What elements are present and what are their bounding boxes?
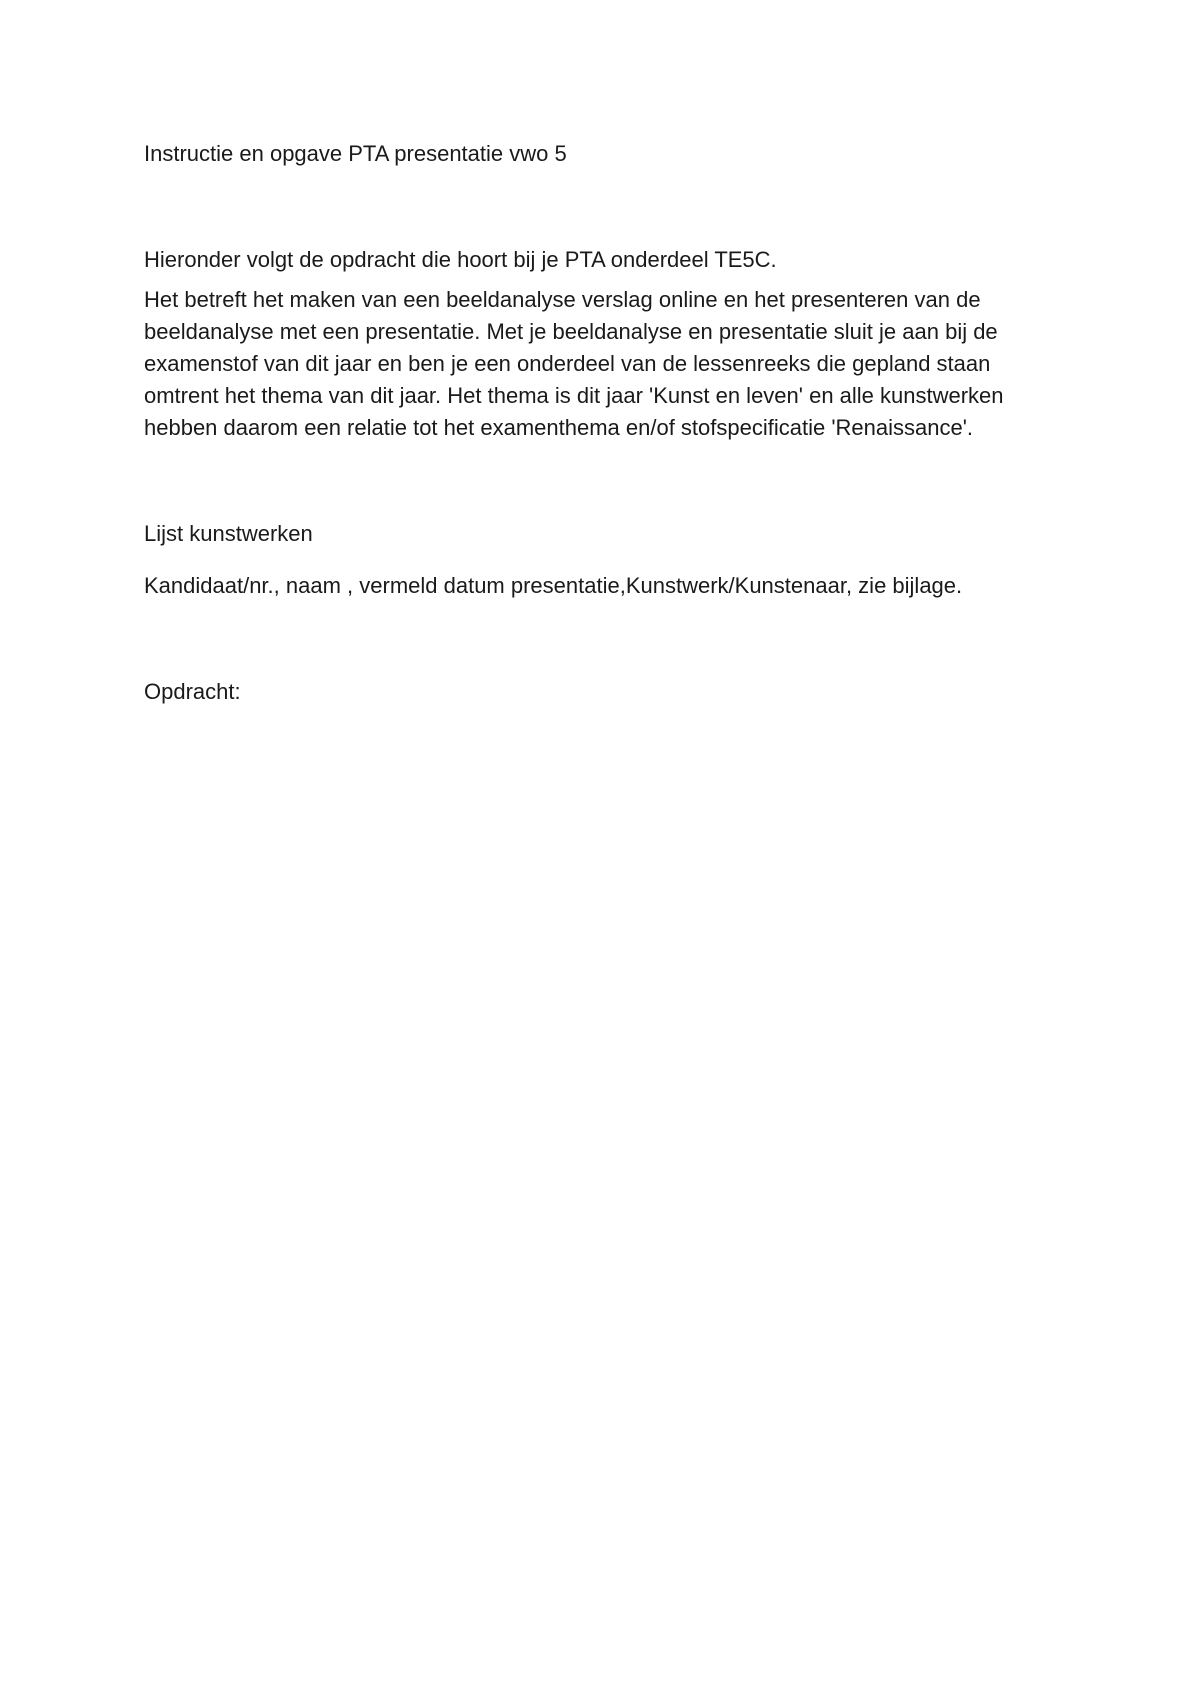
intro-line: Hieronder volgt de opdracht die hoort bij je PTA onderdeel TE5C. — [144, 247, 777, 272]
artworks-list-heading: Lijst kunstwerken — [144, 521, 313, 546]
document-title: Instructie en opgave PTA presentatie vwo 5 — [144, 141, 567, 166]
intro-paragraph: Het betreft het maken van een beeldanalyse verslag online en het presenteren van de beeldanalyse met een presentatie. Met je beeldanalyse en presentatie sluit je aan bij de examenstof van dit jaar en ben je een onderdeel van de lessenreeks die gepland staan omtrent het thema van dit jaar. Het thema is dit jaar 'Kunst en leven' en alle kunstwerken hebben daarom een relatie tot het examenthema en/of stofspecificatie 'Renaissance'. — [144, 287, 1004, 440]
assignment-heading: Opdracht: — [144, 679, 241, 704]
document-body — [144, 138, 1064, 708]
artworks-list-text: Kandidaat/nr., naam , vermeld datum presentatie,Kunstwerk/Kunstenaar, zie bijlage. — [144, 573, 963, 598]
